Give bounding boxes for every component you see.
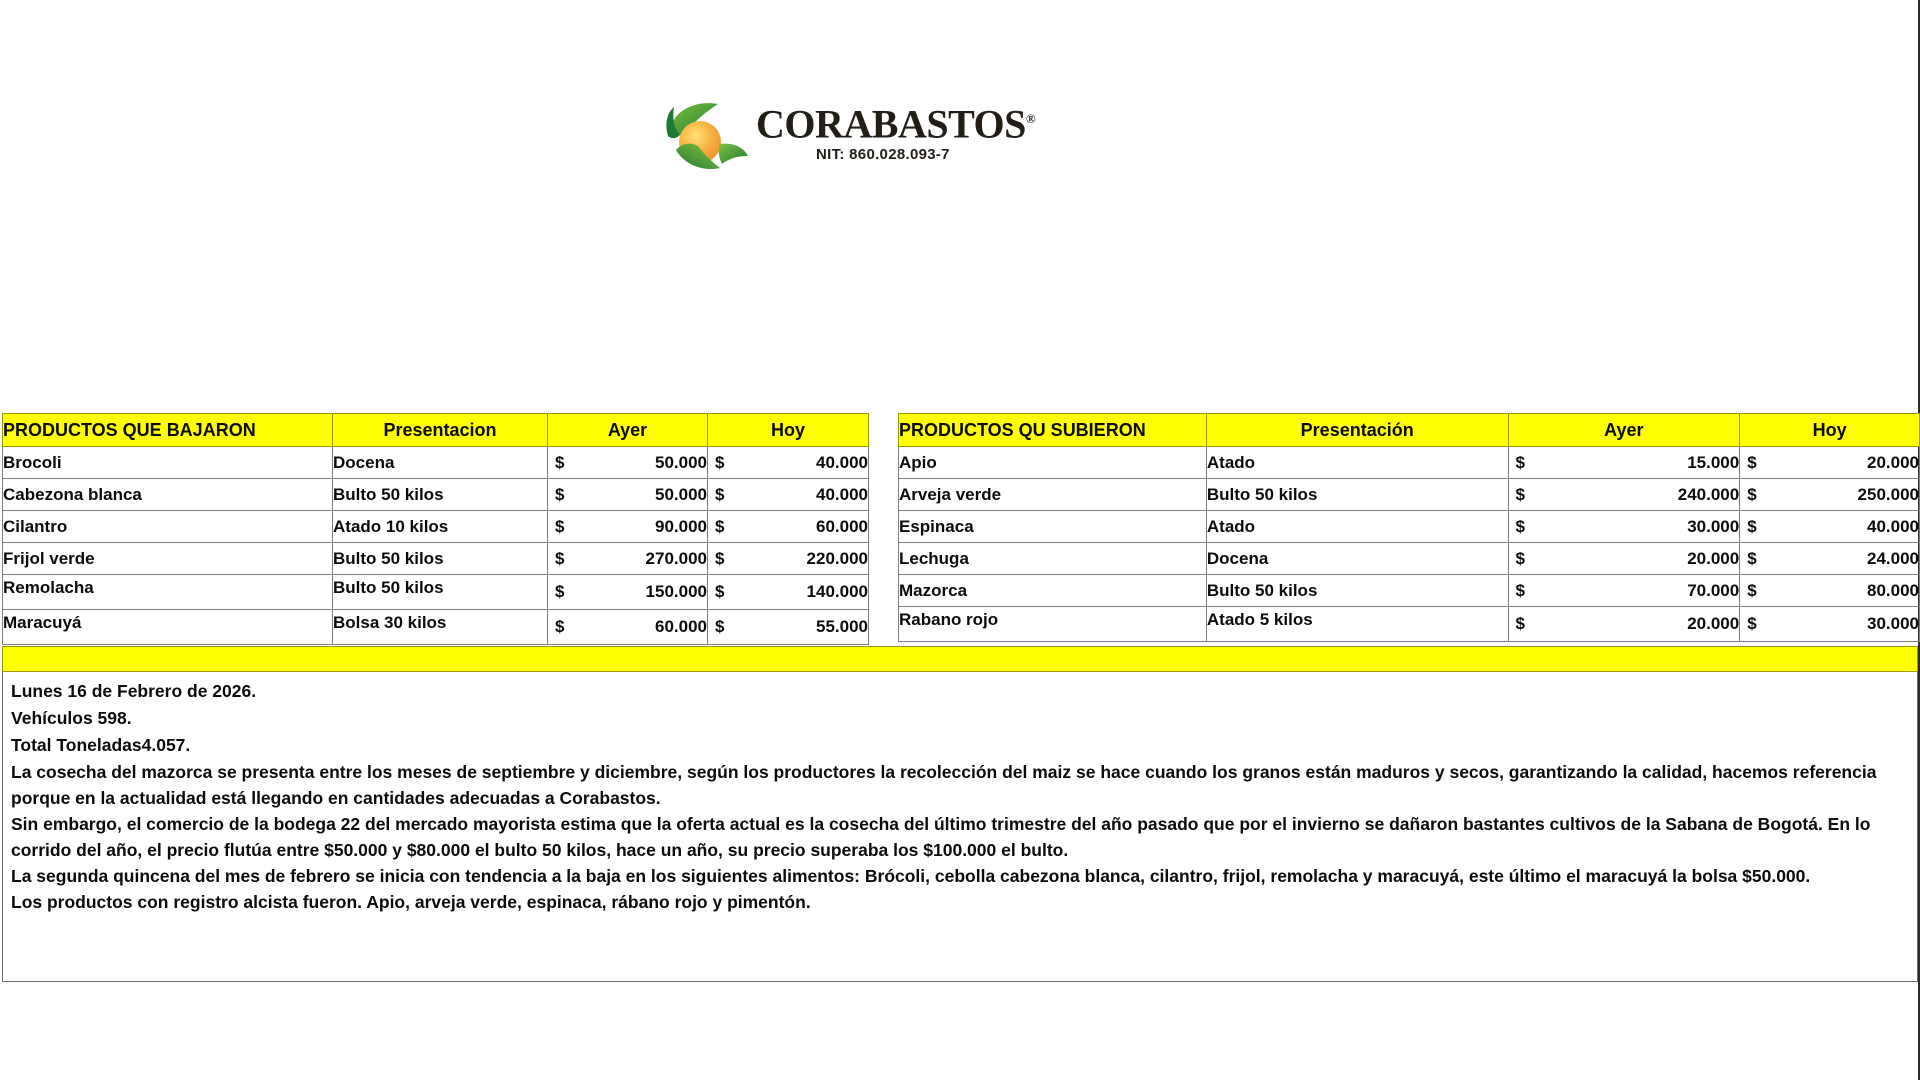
notes-panel: [2, 672, 1918, 982]
value-hoy: 250.000: [1857, 484, 1919, 504]
table-productos-que-subieron: [898, 413, 1920, 642]
column-header-presentacion: Presentacion: [333, 414, 548, 447]
currency-symbol: $: [555, 484, 565, 504]
currency-symbol: $: [715, 617, 725, 636]
value-ayer: 90.000: [655, 516, 707, 536]
currency-symbol: $: [1747, 580, 1757, 600]
column-header-hoy: Hoy: [708, 414, 869, 447]
cell-producto: Frijol verde: [3, 543, 333, 575]
table-productos-que-bajaron: [2, 413, 869, 645]
table-row: [3, 479, 869, 511]
note-parrafo-3: La segunda quincena del mes de febrero se inicia con tendencia a la baja en los siguientes alimentos: Brócoli, cebolla cabezona blanca, cilantro, frijol, remolacha y maracuyá, este último el maracuyá la bolsa $50.000.: [11, 866, 1811, 886]
cell-ayer: [548, 575, 708, 610]
logo-company-name: CORABASTOS®: [756, 101, 1036, 147]
cell-ayer: [548, 511, 708, 543]
currency-symbol: $: [555, 617, 565, 636]
currency-symbol: $: [1515, 516, 1525, 536]
note-fecha: Lunes 16 de Febrero de 2026.: [11, 681, 257, 701]
cell-hoy: [708, 479, 869, 511]
cell-producto: Brocoli: [3, 447, 333, 479]
currency-symbol: $: [1747, 484, 1757, 504]
value-ayer: 240.000: [1677, 484, 1740, 504]
table-row: [3, 511, 869, 543]
cell-ayer: [1508, 511, 1740, 543]
note-parrafo-1: La cosecha del mazorca se presenta entre los meses de septiembre y diciembre, según los productores la recolección del maiz se hace cuando los granos están maduros y secos, garantizando la calidad, hacemos referencia porque en la actualidad está llegando en cantidades adecuadas a Corabastos.: [11, 762, 1877, 808]
value-hoy: 60.000: [816, 516, 868, 536]
currency-symbol: $: [1515, 484, 1525, 504]
cell-producto: Cilantro: [3, 511, 333, 543]
cell-ayer: [548, 610, 708, 645]
note-parrafo-4: Los productos con registro alcista fueron. Apio, arveja verde, espinaca, rábano rojo y pimentón.: [11, 892, 811, 912]
value-ayer: 150.000: [645, 582, 707, 601]
column-header-presentacion: Presentación: [1206, 414, 1508, 447]
currency-symbol: $: [715, 516, 725, 536]
cell-producto: Apio: [899, 447, 1207, 479]
cell-hoy: [1740, 447, 1920, 479]
note-parrafo-2: Sin embargo, el comercio de la bodega 22 del mercado mayorista estima que la oferta actual es la cosecha del último trimestre del año pasado que por el invierno se dañaron bastantes cultivos de la Sabana de Bogotá. En lo corrido del año, el precio flutúa entre $50.000 y $80.000 el bulto 50 kilos, hace un año, su precio superaba los $100.000 el bulto.: [11, 814, 1871, 860]
table-row: [899, 607, 1920, 642]
cell-presentacion: Atado 10 kilos: [333, 511, 548, 543]
cell-hoy: [708, 610, 869, 645]
cell-producto: Cabezona blanca: [3, 479, 333, 511]
currency-symbol: $: [1515, 548, 1525, 568]
cell-presentacion: Bulto 50 kilos: [1206, 575, 1508, 607]
cell-presentacion: Atado: [1206, 447, 1508, 479]
cell-presentacion: Bulto 50 kilos: [333, 479, 548, 511]
value-hoy: 40.000: [816, 484, 868, 504]
cell-hoy: [708, 511, 869, 543]
yellow-separator-band: [2, 646, 1918, 672]
cell-producto: Espinaca: [899, 511, 1207, 543]
value-ayer: 50.000: [655, 484, 707, 504]
cell-hoy: [1740, 511, 1920, 543]
table-row: [3, 610, 869, 645]
cell-hoy: [1740, 543, 1920, 575]
cell-hoy: [708, 447, 869, 479]
table-row: [899, 511, 1920, 543]
table-row: [899, 479, 1920, 511]
cell-hoy: [708, 575, 869, 610]
cell-presentacion: Bulto 50 kilos: [1206, 479, 1508, 511]
table-row: [3, 575, 869, 610]
cell-producto: Rabano rojo: [899, 607, 1207, 642]
currency-symbol: $: [1747, 516, 1757, 536]
column-header-ayer: Ayer: [548, 414, 708, 447]
currency-symbol: $: [1747, 452, 1757, 472]
cell-presentacion: Bulto 50 kilos: [333, 575, 548, 610]
table-header-row: [3, 414, 869, 447]
note-toneladas: Total Toneladas4.057.: [11, 735, 191, 755]
column-header-hoy: Hoy: [1740, 414, 1920, 447]
registered-trademark-icon: ®: [1025, 111, 1036, 126]
value-hoy: 220.000: [806, 548, 868, 568]
table-row: [899, 447, 1920, 479]
cell-ayer: [548, 543, 708, 575]
table-row: [899, 575, 1920, 607]
currency-symbol: $: [1747, 548, 1757, 568]
value-ayer: 15.000: [1687, 452, 1740, 472]
cell-presentacion: Atado: [1206, 511, 1508, 543]
column-header-ayer: Ayer: [1508, 414, 1740, 447]
cell-presentacion: Bulto 50 kilos: [333, 543, 548, 575]
currency-symbol: $: [555, 548, 565, 568]
currency-symbol: $: [715, 548, 725, 568]
cell-producto: Arveja verde: [899, 479, 1207, 511]
value-hoy: 20.000: [1867, 452, 1919, 472]
cell-hoy: [708, 543, 869, 575]
cell-ayer: [1508, 479, 1740, 511]
table-row: [3, 447, 869, 479]
cell-presentacion: Docena: [1206, 543, 1508, 575]
value-hoy: 55.000: [816, 617, 868, 636]
column-header-producto: PRODUCTOS QU SUBIERON: [899, 414, 1207, 447]
value-ayer: 70.000: [1687, 580, 1740, 600]
table-row: [899, 543, 1920, 575]
value-ayer: 30.000: [1687, 516, 1740, 536]
cell-producto: Maracuyá: [3, 610, 333, 645]
cell-ayer: [548, 447, 708, 479]
corabastos-wordmark: [756, 98, 1056, 163]
value-hoy: 40.000: [816, 452, 868, 472]
currency-symbol: $: [715, 582, 725, 601]
currency-symbol: $: [1515, 580, 1525, 600]
table-row: [3, 543, 869, 575]
cell-ayer: [1508, 575, 1740, 607]
cell-hoy: [1740, 479, 1920, 511]
cell-ayer: [1508, 447, 1740, 479]
cell-ayer: [548, 479, 708, 511]
cell-presentacion: Docena: [333, 447, 548, 479]
value-ayer: 50.000: [655, 452, 707, 472]
value-hoy: 80.000: [1867, 580, 1919, 600]
currency-symbol: $: [1515, 614, 1525, 633]
cell-hoy: [1740, 575, 1920, 607]
cell-presentacion: Bolsa 30 kilos: [333, 610, 548, 645]
corabastos-logo: [660, 96, 1060, 180]
value-ayer: 270.000: [645, 548, 707, 568]
value-ayer: 60.000: [655, 617, 707, 636]
value-hoy: 40.000: [1867, 516, 1919, 536]
corabastos-leaf-fruit-icon: [660, 98, 752, 178]
cell-ayer: [1508, 543, 1740, 575]
table-header-row: [899, 414, 1920, 447]
currency-symbol: $: [555, 516, 565, 536]
cell-producto: Lechuga: [899, 543, 1207, 575]
cell-presentacion: Atado 5 kilos: [1206, 607, 1508, 642]
currency-symbol: $: [1747, 614, 1757, 633]
value-hoy: 140.000: [806, 582, 868, 601]
column-header-producto: PRODUCTOS QUE BAJARON: [3, 414, 333, 447]
cell-producto: Remolacha: [3, 575, 333, 610]
cell-ayer: [1508, 607, 1740, 642]
currency-symbol: $: [555, 582, 565, 601]
currency-symbol: $: [555, 452, 565, 472]
value-ayer: 20.000: [1687, 614, 1740, 633]
value-hoy: 24.000: [1867, 548, 1919, 568]
note-vehiculos: Vehículos 598.: [11, 708, 132, 728]
logo-nit: NIT: 860.028.093-7: [816, 146, 950, 164]
cell-producto: Mazorca: [899, 575, 1207, 607]
cell-hoy: [1740, 607, 1920, 642]
currency-symbol: $: [715, 484, 725, 504]
value-ayer: 20.000: [1687, 548, 1740, 568]
currency-symbol: $: [715, 452, 725, 472]
currency-symbol: $: [1515, 452, 1525, 472]
value-hoy: 30.000: [1867, 614, 1919, 633]
